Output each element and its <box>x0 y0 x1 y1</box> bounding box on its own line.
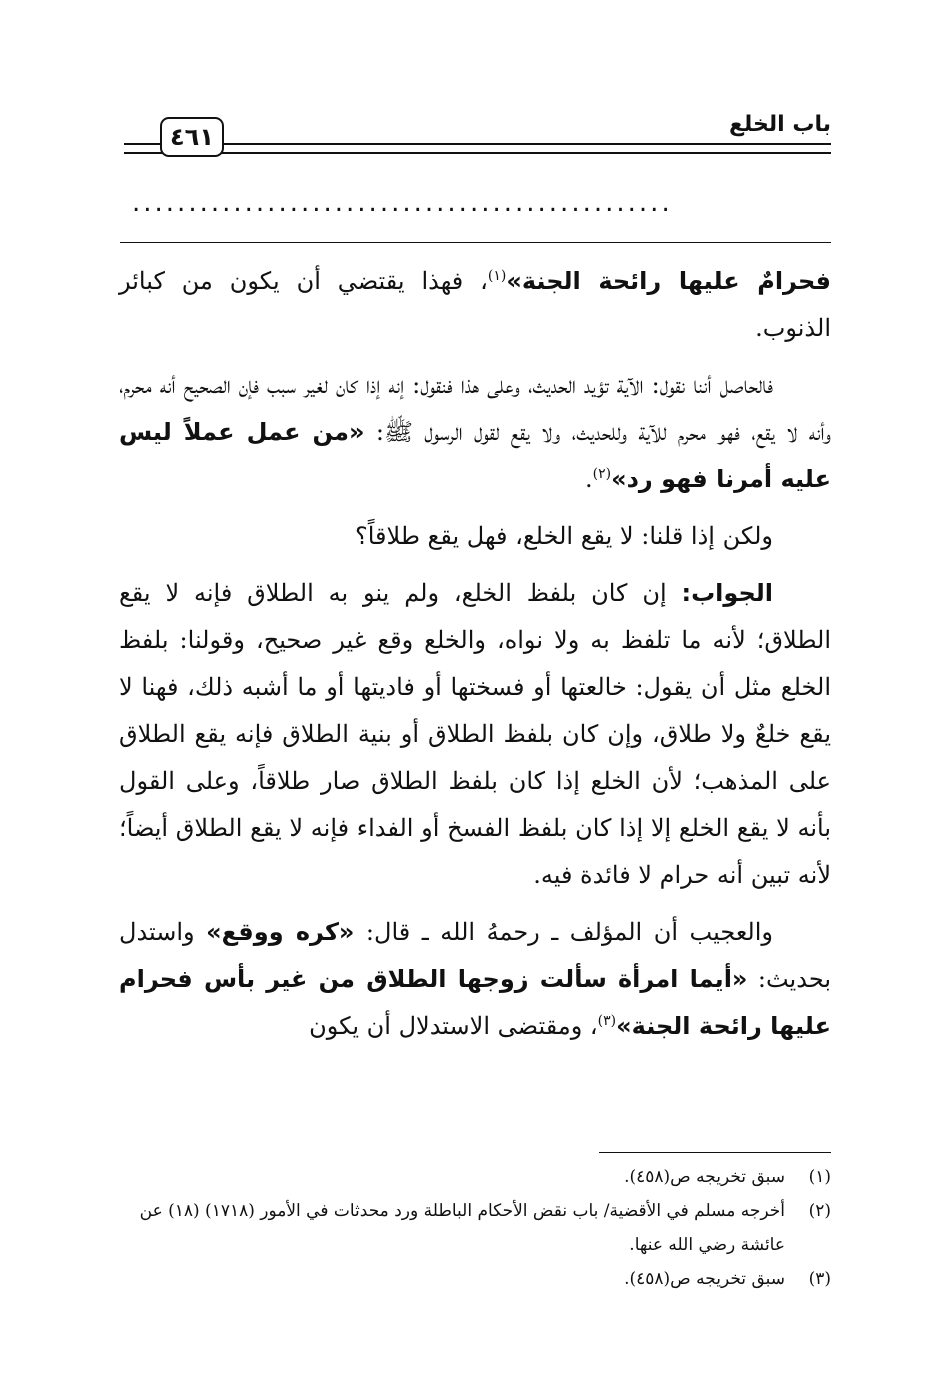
answer-label: الجواب: <box>681 579 773 607</box>
header-thin-rule <box>120 242 831 243</box>
footnote-number: (٢) <box>808 1201 831 1221</box>
footnote-number: (١) <box>808 1167 831 1187</box>
footnote-ref-3: (٣) <box>597 1013 617 1029</box>
paragraph-text: . <box>585 465 593 493</box>
paragraph-text: واستدل بحديث: <box>119 918 831 993</box>
footnote-text: أخرجه مسلم في الأقضية/ باب نقض الأحكام الباطلة ورد محدثات في الأمور (١٧١٨) (١٨) عن عائشة رضي الله عنها. <box>139 1201 785 1255</box>
footnote-1 <box>119 1160 831 1194</box>
footnote-ref-1: (١) <box>487 268 507 284</box>
footnote-3 <box>119 1262 831 1296</box>
question-text: ولكن إذا قلنا: لا يقع الخلع، فهل يقع طلاقاً؟ <box>354 522 773 550</box>
footnote-number: (٣) <box>808 1269 831 1289</box>
paragraph-3 <box>119 513 831 560</box>
paragraph-1 <box>119 258 831 352</box>
paragraph-2 <box>119 362 831 503</box>
paragraph-4 <box>119 570 831 899</box>
hadith-quote: فحرامٌ عليها رائحة الجنة» <box>506 267 832 295</box>
footnote-text: سبق تخريجه ص(٤٥٨). <box>624 1269 785 1289</box>
paragraph-5 <box>119 909 831 1050</box>
page-number: ٤٦١ <box>160 117 224 157</box>
answer-text: إن كان بلفظ الخلع، ولم ينو به الطلاق فإنه لا يقع الطلاق؛ لأنه ما تلفظ به ولا نواه، والخلع وقع غير صحيح، وقولنا: بلفظ الخلع مثل أن يقول: خالعتها أو فسختها أو فاديتها أو ما أشبه ذلك، فهنا لا يقع خلعٌ ولا طلاق، وإن كان بلفظ الطلاق أو بنية الطلاق فإنه يقع الطلاق على المذهب؛ لأن الخلع إذا كان بلفظ الطلاق صار طلاقاً، وعلى القول بأنه لا يقع الخلع إلا إذا كان بلفظ الفسخ أو الفداء فإنه لا يقع الطلاق أيضاً؛ لأنه تبين أنه حرام لا فائدة فيه. <box>119 579 831 889</box>
quote: «كره ووقع» <box>206 918 355 946</box>
paragraph-text: فالحاصل أننا نقول: الآية تؤيد الحديث، وعلى هذا فنقول: إنه إذا كان لغير سبب فإن الصحيح أنه محرم، وأنه لا يقع، فهو محرم للآية وللحديث، ولا يقع لقول الرسول ﷺ: <box>119 371 832 446</box>
paragraph-text: ، فهذا يقتضي أن يكون من كبائر الذنوب. <box>119 267 831 342</box>
paragraph-text: والعجيب أن المؤلف ـ رحمهُ الله ـ قال: <box>354 918 773 946</box>
paragraph-text: ، ومقتضى الاستدلال أن يكون <box>309 1012 598 1040</box>
footnote-2 <box>119 1194 831 1262</box>
footnotes <box>119 1160 831 1296</box>
hadith-quote: «أيما امرأة سألت زوجها الطلاق من غير بأس فحرام عليها رائحة الجنة» <box>119 965 831 1040</box>
chapter-title: باب الخلع <box>729 112 831 137</box>
footnote-ref-2: (٢) <box>592 466 612 482</box>
footnote-rule <box>599 1152 831 1153</box>
footnote-text: سبق تخريجه ص(٤٥٨). <box>624 1167 785 1187</box>
main-text <box>119 258 831 1060</box>
hadith-quote: «من عمل عملاً ليس عليه أمرنا فهو رد» <box>119 418 831 493</box>
header-double-rule <box>124 143 831 154</box>
dotted-separator: ................................................ <box>132 188 673 218</box>
